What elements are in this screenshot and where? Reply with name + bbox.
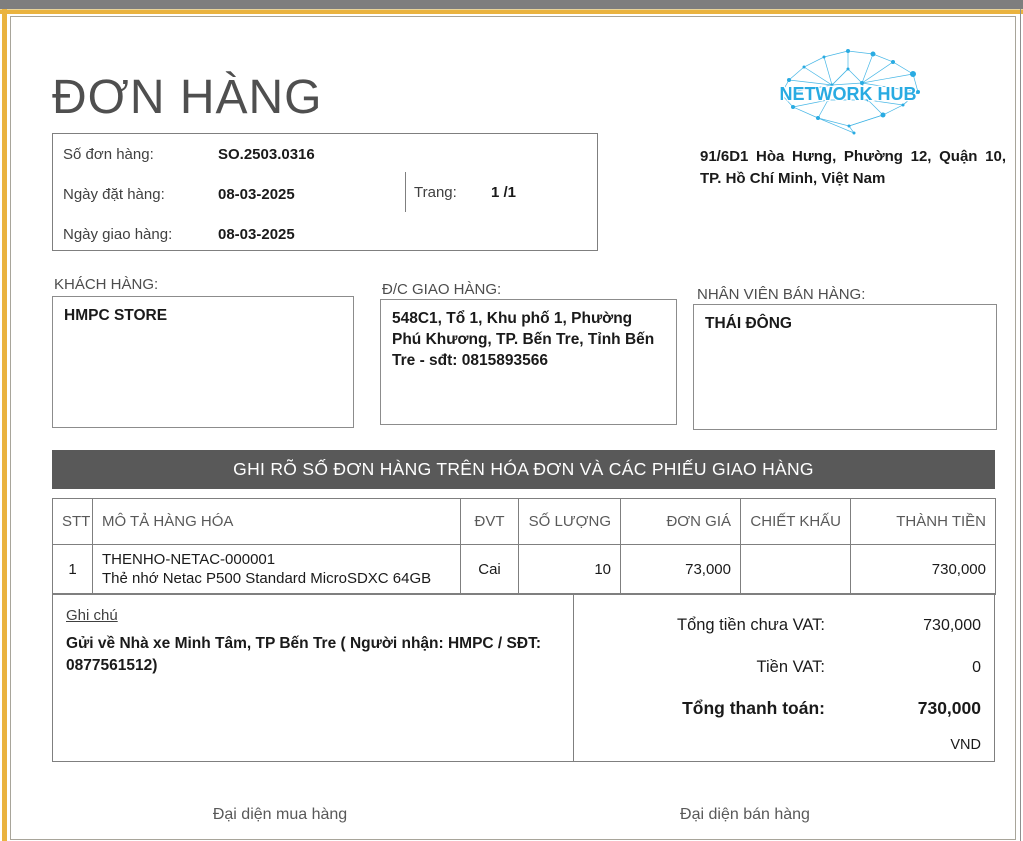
subtotal-label: Tổng tiền chưa VAT:: [676, 616, 825, 634]
order-number-label: Số đơn hàng:: [63, 146, 154, 163]
salesperson-box: [693, 304, 997, 430]
order-number-value: SO.2503.0316: [218, 146, 315, 163]
salesperson-name: THÁI ĐÔNG: [705, 315, 792, 332]
network-hub-logo-graphic: [762, 44, 934, 138]
col-header-stt: STT: [53, 499, 93, 545]
seller-representative-label: Đại diện bán hàng: [680, 806, 810, 823]
page-number-divider: [405, 172, 406, 212]
page-title: ĐƠN HÀNG: [52, 71, 323, 124]
col-header-discount: CHIẾT KHẤU: [741, 499, 851, 545]
item-unit: Cai: [461, 545, 519, 595]
notes-and-totals-section: [52, 593, 995, 762]
order-date-label: Ngày đặt hàng:: [63, 186, 165, 203]
item-description: [93, 545, 461, 595]
col-header-description: MÔ TẢ HÀNG HÓA: [93, 499, 461, 545]
order-info-box: [52, 133, 598, 251]
page-number-label: Trang:: [414, 184, 457, 201]
notes-text: Gửi về Nhà xe Minh Tâm, TP Bến Tre ( Người nhận: HMPC / SĐT: 0877561512): [66, 635, 541, 674]
item-stt: 1: [53, 545, 93, 595]
delivery-date-value: 08-03-2025: [218, 226, 295, 243]
item-name: Thẻ nhớ Netac P500 Standard MicroSDXC 64GB: [102, 569, 432, 587]
customer-name: HMPC STORE: [64, 307, 168, 324]
item-quantity: 10: [519, 545, 621, 595]
page-number-value: 1 /1: [491, 184, 517, 201]
order-date-value: 08-03-2025: [218, 186, 295, 203]
notes-label: Ghi chú: [66, 607, 118, 624]
subtotal-row: [573, 616, 994, 635]
items-table: [52, 498, 996, 595]
delivery-date-label: Ngày giao hàng:: [63, 226, 173, 243]
subtotal-value: 730,000: [923, 617, 981, 634]
currency-label: VND: [950, 737, 981, 753]
table-row: [53, 545, 996, 595]
col-header-amount: THÀNH TIỀN: [851, 499, 996, 545]
page-gold-border-left: [2, 9, 7, 841]
customer-box: [52, 296, 354, 428]
shipping-address: 548C1, Tổ 1, Khu phố 1, Phường Phú Khương, TP. Bến Tre, Tỉnh Bến Tre - sđt: 0815893566: [392, 310, 655, 369]
grand-total-label: Tổng thanh toán:: [682, 698, 825, 718]
page-right-edge: [1020, 9, 1021, 841]
items-table-header-row: [53, 499, 996, 545]
customer-label: KHÁCH HÀNG:: [54, 276, 159, 293]
window-top-bar: [0, 0, 1023, 9]
grand-total-value: 730,000: [917, 698, 981, 718]
item-unit-price: 73,000: [621, 545, 741, 595]
salesperson-label: NHÂN VIÊN BÁN HÀNG:: [697, 286, 866, 303]
item-amount: 730,000: [851, 545, 996, 595]
col-header-unit: ĐVT: [461, 499, 519, 545]
item-code: THENHO-NETAC-000001: [102, 550, 276, 568]
vat-label: Tiền VAT:: [756, 658, 825, 676]
vat-row: [573, 658, 994, 677]
buyer-representative-label: Đại diện mua hàng: [212, 806, 348, 823]
grand-total-row: [573, 698, 994, 719]
company-address: 91/6D1 Hòa Hưng, Phường 12, Quận 10, TP. Hồ Chí Minh, Việt Nam: [700, 148, 1006, 187]
col-header-quantity: SỐ LƯỢNG: [519, 499, 621, 545]
notice-banner: GHI RÕ SỐ ĐƠN HÀNG TRÊN HÓA ĐƠN VÀ CÁC PHIẾU GIAO HÀNG: [52, 450, 995, 489]
company-logo: [762, 44, 934, 138]
vat-value: 0: [972, 659, 981, 676]
col-header-unit-price: ĐƠN GIÁ: [621, 499, 741, 545]
shipping-address-box: [380, 299, 677, 425]
page-gold-border-top: [0, 9, 1023, 14]
logo-text: NETWORK HUB: [779, 84, 917, 104]
item-discount: [741, 545, 851, 595]
shipping-address-label: Đ/C GIAO HÀNG:: [382, 281, 502, 298]
